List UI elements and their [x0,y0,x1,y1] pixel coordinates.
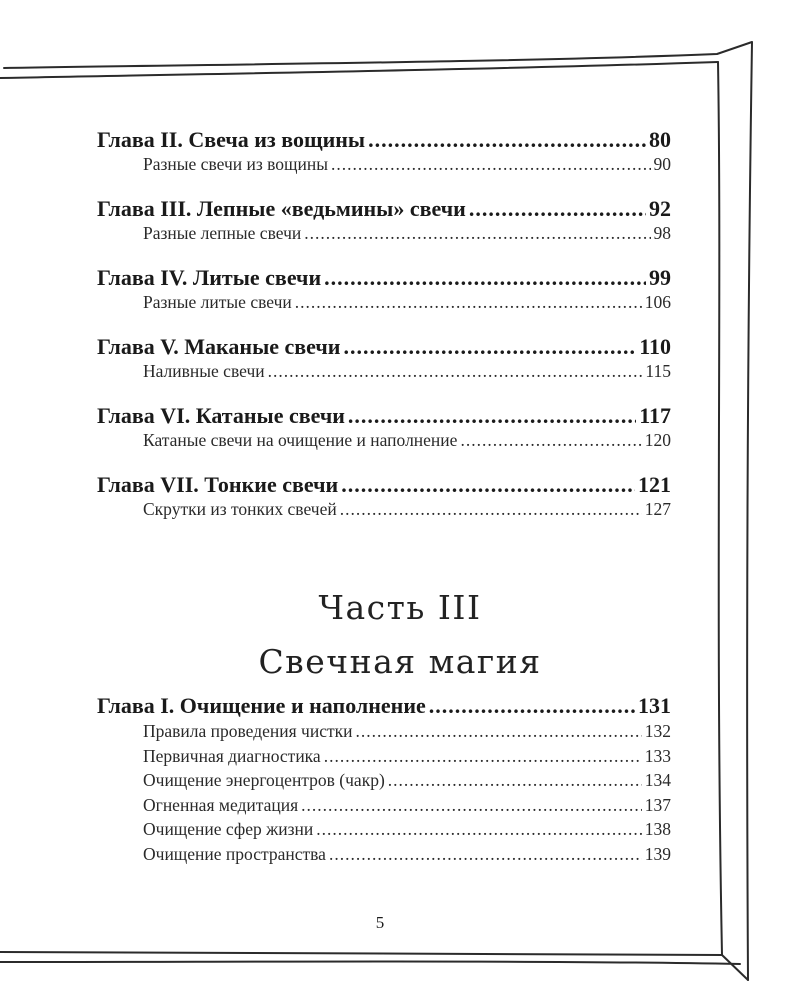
dot-leader [340,498,642,520]
subsection-page: 90 [653,154,671,174]
subsection-title: Огненная медитация [143,794,299,815]
subsection-page: 127 [644,499,671,519]
subsection-page: 138 [644,819,671,839]
toc-chapter [97,334,671,382]
chapter-title: Глава I. Очищение и наполнение [97,693,426,718]
subsection-row [97,842,671,867]
chapter-page: 92 [649,196,671,221]
subsection-row [97,153,671,175]
dot-leader [460,429,641,451]
chapter-title: Глава IV. Литые свечи [97,265,322,290]
subsection-row [97,360,671,382]
subsection-title: Очищение сфер жизни [143,819,314,839]
chapter-page: 99 [649,265,671,290]
subsection-title: Разные литые свечи [143,292,292,312]
subsection-page: 139 [644,843,671,864]
toc-chapter [97,196,671,244]
chapter-title: Глава III. Лепные «ведьмины» свечи [97,196,466,221]
chapter-row [97,196,671,222]
subsection-title: Правила проведения чистки [143,721,353,741]
dot-leader [268,360,643,382]
chapter-row [97,403,671,429]
chapter-title: Глава II. Свеча из вощины [97,127,366,152]
subsection-title: Очищение пространства [143,843,326,864]
chapter-page: 117 [639,403,671,428]
subsection-row [97,793,671,818]
subsection-row [97,719,671,744]
dot-leader [324,744,642,769]
table-of-contents-part-3 [97,693,671,866]
chapter-title: Глава V. Маканые свечи [97,334,341,359]
subsection-page: 115 [645,361,671,381]
chapter-page: 131 [638,693,671,718]
subsection-row [97,744,671,769]
dot-leader [301,793,642,818]
chapter-row [97,334,671,360]
subsection-row [97,768,671,793]
subsection-page: 120 [644,430,671,450]
subsection-title: Первичная диагностика [143,745,321,766]
chapter-title: Глава VI. Катаные свечи [97,403,345,428]
chapter-row [97,127,671,153]
subsection-page: 133 [644,745,671,766]
toc-chapter [97,265,671,313]
chapter-row [97,265,671,291]
dot-leader [356,719,642,744]
chapter-row [97,472,671,498]
subsection-title: Разные лепные свечи [143,223,302,243]
subsection-row [97,817,671,842]
dot-leader [368,127,646,153]
dot-leader [429,693,635,719]
subsection-title: Наливные свечи [143,361,265,381]
dot-leader [295,291,642,313]
dot-leader [343,334,636,360]
subsection-title: Очищение энергоцентров (чакр) [143,770,385,790]
page-number: 5 [375,913,385,932]
toc-chapter [97,403,671,451]
toc-chapter [97,472,671,520]
part-title-heading: Свечная магия [258,642,542,681]
dot-leader [331,153,651,175]
table-of-contents-part-2 [97,127,671,520]
subsection-page: 106 [644,292,671,312]
chapter-title: Глава VII. Тонкие свечи [97,472,339,497]
subsection-title: Катаные свечи на очищение и наполнение [143,430,458,450]
part-number-heading: Часть III [318,588,482,627]
subsection-row [97,429,671,451]
toc-chapter [97,127,671,175]
subsection-title: Скрутки из тонких свечей [143,499,337,519]
subsection-row [97,291,671,313]
subsection-page: 137 [644,794,671,815]
dot-leader [388,768,642,793]
dot-leader [316,817,642,842]
subsection-page: 98 [653,223,671,243]
subsection-page: 132 [644,721,671,741]
chapter-page: 121 [638,472,671,497]
subsection-page: 134 [644,770,671,790]
chapter-page: 110 [639,334,671,359]
dot-leader [348,403,636,429]
dot-leader [469,196,646,222]
dot-leader [341,472,635,498]
chapter-row [97,693,671,719]
dot-leader [324,265,646,291]
subsection-title: Разные свечи из вощины [143,154,328,174]
subsection-row [97,498,671,520]
dot-leader [329,842,642,867]
dot-leader [304,222,650,244]
chapter-page: 80 [649,127,671,152]
toc-chapter [97,693,671,866]
subsection-row [97,222,671,244]
